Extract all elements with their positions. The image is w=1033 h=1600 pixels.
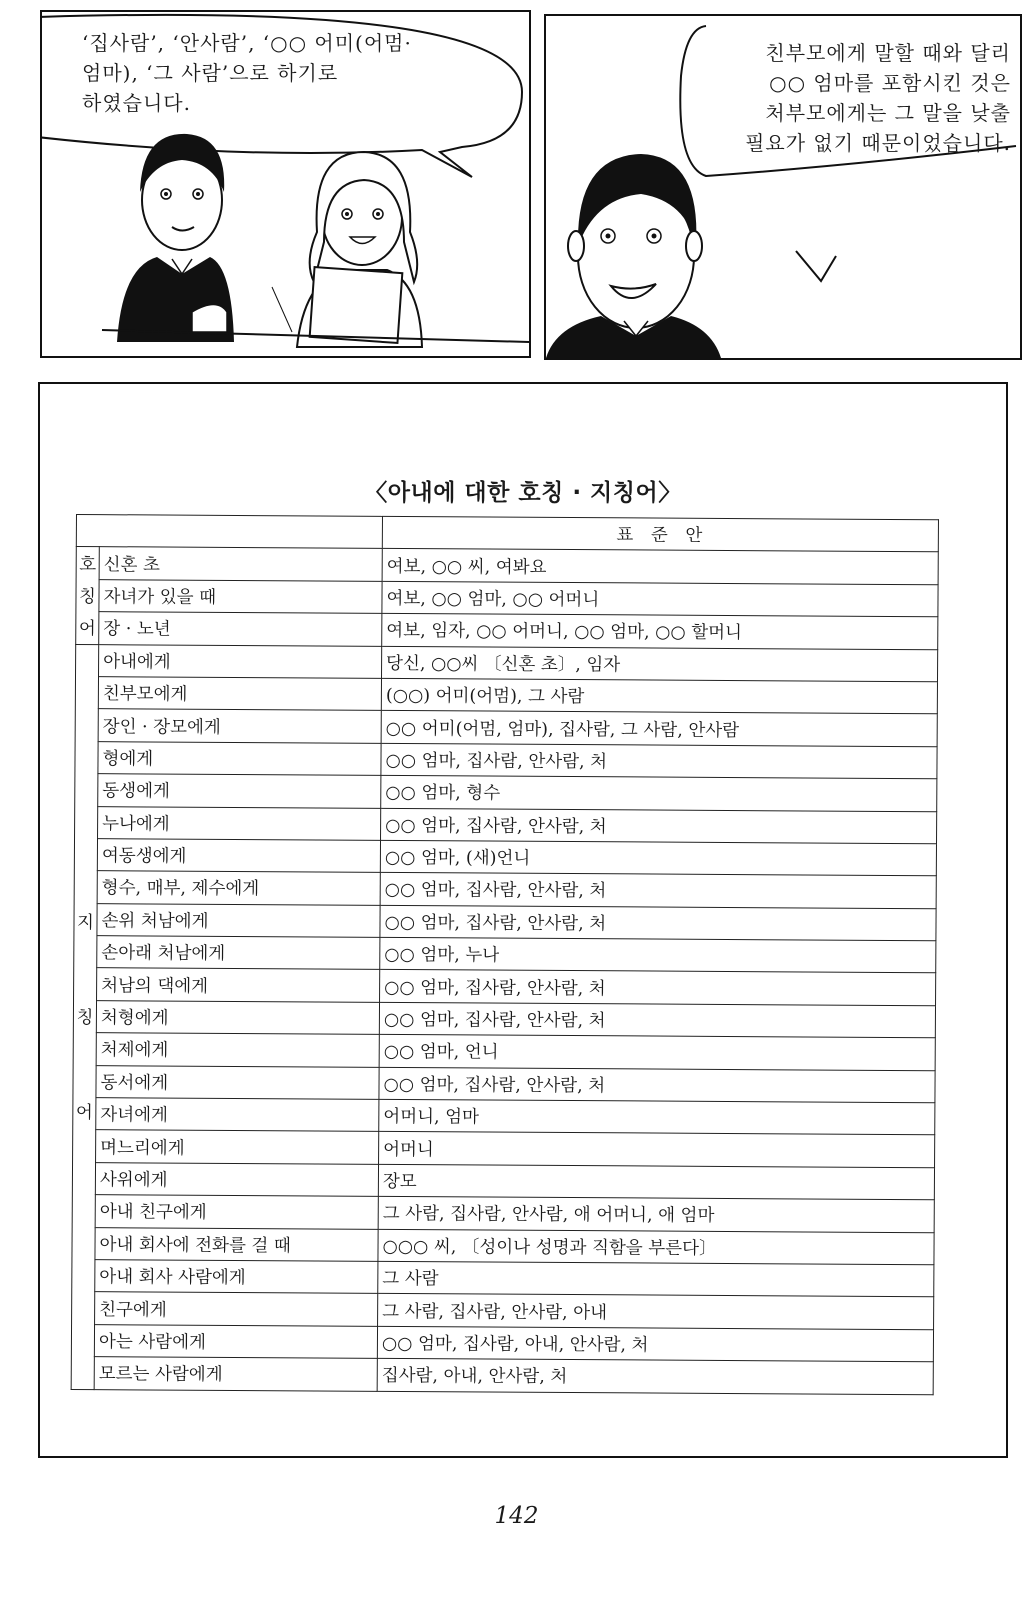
table-row bbox=[74, 968, 936, 1006]
category-char: 호 bbox=[79, 554, 97, 576]
standard-cell: 그 사람, 집사람, 안사람, 애 어머니, 애 엄마 bbox=[378, 1197, 934, 1233]
table-row bbox=[72, 1195, 934, 1233]
standard-cell: 어머니, 엄마 bbox=[379, 1099, 935, 1135]
standard-cell: ○○ 엄마, 집사람, 안사람, 처 bbox=[381, 743, 937, 779]
header-standard: 표 준 안 bbox=[382, 516, 938, 552]
situation-cell: 처제에게 bbox=[96, 1033, 379, 1067]
table-title: 〈아내에 대한 호칭 · 지칭어〉 bbox=[364, 480, 682, 506]
table-section bbox=[38, 382, 1008, 1458]
table-row bbox=[74, 903, 936, 941]
situation-cell: 처남의 댁에게 bbox=[97, 968, 380, 1002]
situation-cell: 아내 회사 사람에게 bbox=[95, 1260, 378, 1294]
standard-cell: ○○ 엄마, 집사람, 안사람, 처 bbox=[380, 905, 936, 941]
table-row bbox=[75, 774, 937, 812]
situation-cell: 신혼 초 bbox=[99, 547, 382, 581]
table-row bbox=[75, 741, 937, 779]
table-header-row bbox=[76, 515, 938, 553]
situation-cell: 친부모에게 bbox=[98, 677, 381, 711]
standard-cell: 당신, ○○씨 〔신혼 초〕, 임자 bbox=[382, 646, 938, 682]
situation-cell: 형수, 매부, 제수에게 bbox=[97, 871, 380, 905]
situation-cell: 친구에게 bbox=[95, 1292, 378, 1326]
address-terms-table bbox=[71, 514, 939, 1395]
table-row bbox=[73, 1000, 935, 1038]
standard-cell: ○○ 엄마, 언니 bbox=[379, 1035, 935, 1071]
situation-cell: 동서에게 bbox=[96, 1065, 379, 1099]
standard-cell: ○○ 엄마, 집사람, 안사람, 처 bbox=[379, 1002, 935, 1038]
category-char: 지 bbox=[76, 913, 95, 934]
table-row bbox=[74, 936, 936, 974]
situation-cell: 아는 사람에게 bbox=[94, 1324, 377, 1358]
standard-cell: 집사람, 아내, 안사람, 처 bbox=[377, 1359, 933, 1395]
table-row bbox=[73, 1065, 935, 1103]
standard-cell: ○○ 엄마, 집사람, 안사람, 처 bbox=[380, 970, 936, 1006]
table-row bbox=[72, 1162, 934, 1200]
table-row bbox=[71, 1357, 933, 1395]
standard-cell: 장모 bbox=[378, 1164, 934, 1200]
situation-cell: 손아래 처남에게 bbox=[97, 936, 380, 970]
table-row bbox=[75, 676, 937, 714]
speech-balloon-left: ‘집사람’, ‘안사람’, ‘○○ 어미(어멈· 엄마), ‘그 사람’으로 하기로 하였습니다. bbox=[82, 31, 412, 115]
table-row bbox=[73, 1033, 935, 1071]
table-row bbox=[74, 871, 936, 909]
situation-cell: 모르는 사람에게 bbox=[94, 1357, 377, 1391]
situation-cell: 장 · 노년 bbox=[99, 612, 382, 646]
standard-cell: (○○) 어미(어멈), 그 사람 bbox=[381, 678, 937, 714]
table-body bbox=[71, 547, 938, 1394]
category-hoching bbox=[76, 547, 100, 644]
comic-panel-right bbox=[544, 14, 1022, 360]
situation-cell: 동생에게 bbox=[98, 774, 381, 808]
standard-cell: 여보, 임자, ○○ 어머니, ○○ 엄마, ○○ 할머니 bbox=[382, 614, 938, 650]
situation-cell: 장인 · 장모에게 bbox=[98, 709, 381, 743]
situation-cell: 자녀에게 bbox=[96, 1098, 379, 1132]
standard-cell: ○○ 엄마, 누나 bbox=[380, 937, 936, 973]
table-row bbox=[76, 612, 938, 650]
situation-cell: 아내 친구에게 bbox=[95, 1195, 378, 1229]
table-row bbox=[72, 1259, 934, 1297]
table-row bbox=[75, 806, 937, 844]
table-row bbox=[73, 1130, 935, 1168]
situation-cell: 형에게 bbox=[98, 741, 381, 775]
situation-cell: 아내에게 bbox=[99, 644, 382, 678]
standard-cell: ○○ 어미(어멈, 엄마), 집사람, 그 사람, 안사람 bbox=[381, 711, 937, 747]
table-row bbox=[75, 709, 937, 747]
situation-cell: 처형에게 bbox=[96, 1000, 379, 1034]
comic-panel-left bbox=[40, 10, 531, 358]
table-row bbox=[76, 644, 938, 682]
standard-cell: 여보, ○○ 엄마, ○○ 어머니 bbox=[382, 581, 938, 617]
table-row bbox=[76, 547, 938, 585]
speech-balloon-right: 친부모에게 말할 때와 달리 ○○ 엄마를 포함시킨 것은 처부모에게는 그 말을 낮출 필요가 없기 때문이었습니다. bbox=[745, 41, 1011, 155]
situation-cell: 아내 회사에 전화를 걸 때 bbox=[95, 1227, 378, 1261]
category-char: 칭 bbox=[76, 1008, 94, 1029]
standard-cell: ○○ 엄마, (새)언니 bbox=[380, 840, 936, 876]
situation-cell: 며느리에게 bbox=[96, 1130, 379, 1164]
page-number: 142 bbox=[494, 1503, 539, 1529]
situation-cell: 사위에게 bbox=[95, 1162, 378, 1196]
category-char: 칭 bbox=[78, 586, 97, 608]
category-char: 어 bbox=[78, 618, 96, 640]
standard-cell: ○○ 엄마, 집사람, 안사람, 처 bbox=[379, 1067, 935, 1103]
table-row bbox=[76, 579, 938, 617]
situation-cell: 손위 처남에게 bbox=[97, 903, 380, 937]
situation-cell: 여동생에게 bbox=[97, 839, 380, 873]
standard-cell: ○○○ 씨, 〔성이나 성명과 직함을 부른다〕 bbox=[378, 1229, 934, 1265]
table-row bbox=[73, 1098, 935, 1136]
header-blank-cell bbox=[76, 515, 382, 549]
situation-cell: 누나에게 bbox=[98, 806, 381, 840]
table-row bbox=[72, 1227, 934, 1265]
standard-cell: ○○ 엄마, 집사람, 아내, 안사람, 처 bbox=[377, 1326, 933, 1362]
category-char: 어 bbox=[75, 1103, 93, 1124]
standard-cell: ○○ 엄마, 형수 bbox=[381, 775, 937, 811]
situation-cell: 자녀가 있을 때 bbox=[99, 579, 382, 613]
standard-cell: 그 사람 bbox=[378, 1261, 934, 1297]
standard-cell: 여보, ○○ 씨, 여봐요 bbox=[382, 549, 938, 585]
table-row bbox=[72, 1292, 934, 1330]
table-row bbox=[74, 838, 936, 876]
standard-cell: ○○ 엄마, 집사람, 안사람, 처 bbox=[380, 873, 936, 909]
table-row bbox=[71, 1324, 933, 1362]
standard-cell: 어머니 bbox=[379, 1132, 935, 1168]
standard-cell: ○○ 엄마, 집사람, 안사람, 처 bbox=[381, 808, 937, 844]
standard-cell: 그 사람, 집사람, 안사람, 아내 bbox=[378, 1294, 934, 1330]
